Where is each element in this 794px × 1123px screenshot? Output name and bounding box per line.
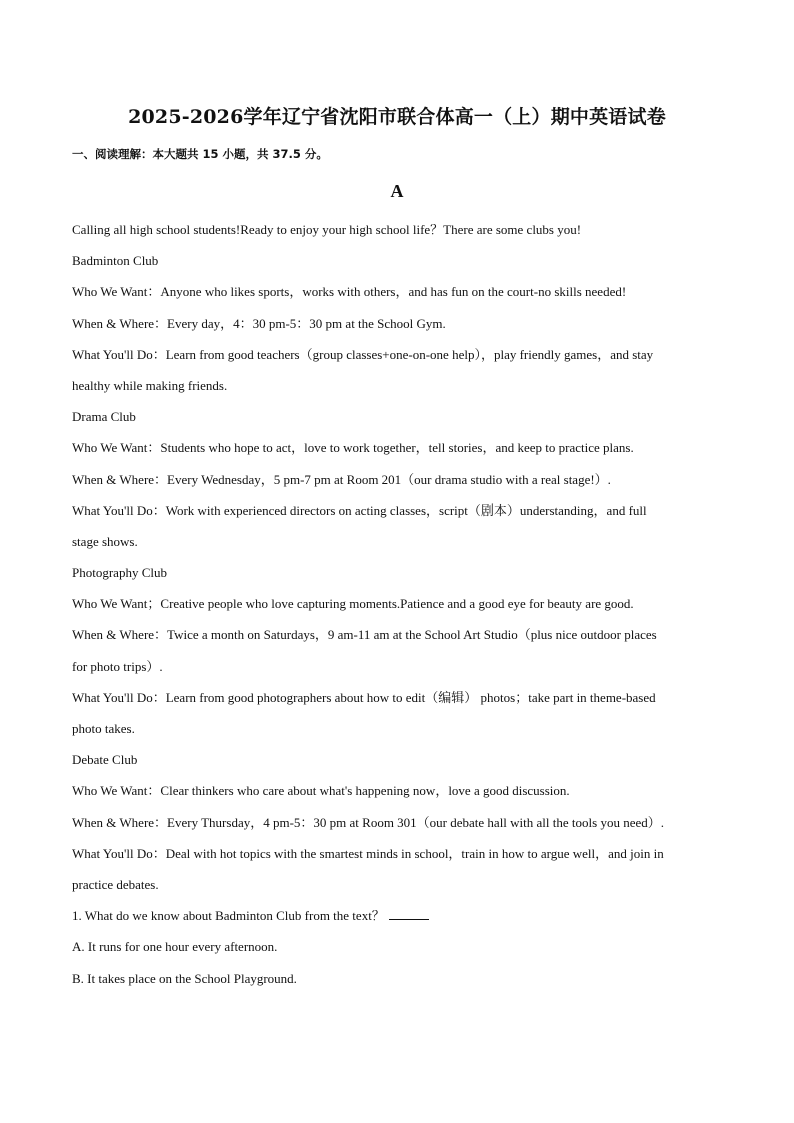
passage-line: What You'll Do：Learn from good teachers（group classes+one-on-one help），play friendly games，and stay: [72, 346, 654, 362]
passage-line: practice debates.: [72, 876, 159, 892]
passage-line: Who We Want；Creative people who love capturing moments.Patience and a good eye for beauty are good.: [72, 596, 634, 612]
answer-blank[interactable]: [389, 907, 429, 920]
question-line: [72, 900, 722, 931]
answer-option: B. It takes place on the School Playground.: [72, 970, 297, 986]
passage-label: A: [390, 181, 404, 201]
passage-line: for photo trips）.: [72, 658, 163, 674]
club-heading: Photography Club: [72, 565, 167, 581]
passage-line: Calling all high school students!Ready to enjoy your high school life？There are some clubs you!: [72, 222, 582, 237]
passage-line: What You'll Do：Learn from good photographers about how to edit（编辑） photos；take part in theme-based: [72, 689, 656, 705]
club-heading: Debate Club: [72, 752, 138, 768]
passage-line: What You'll Do：Deal with hot topics with the smartest minds in school，train in how to argue well，and join in: [72, 845, 664, 861]
question-text: 1. What do we know about Badminton Club from the text？: [72, 908, 385, 924]
passage-line: photo takes.: [72, 721, 135, 736]
passage-line: When & Where：Every Thursday，4 pm-5：30 pm at Room 301（our debate hall with all the tools you need）.: [72, 814, 664, 830]
passage-line: Who We Want：Clear thinkers who care about what's happening now，love a good discussion.: [72, 783, 570, 799]
answer-option: A. It runs for one hour every afternoon.: [72, 939, 278, 955]
club-heading: Drama Club: [72, 409, 136, 425]
passage-line: healthy while making friends.: [72, 377, 228, 393]
passage-line: What You'll Do：Work with experienced directors on acting classes，script（剧本）understanding，and full: [72, 502, 647, 518]
club-heading: Badminton Club: [72, 253, 159, 269]
passage-line: When & Where：Every day，4：30 pm-5：30 pm at the School Gym.: [72, 315, 446, 331]
passage-body: [72, 214, 722, 994]
passage-line: stage shows.: [72, 533, 138, 549]
passage-line: Who We Want：Anyone who likes sports，works with others，and has fun on the court-no skills needed!: [72, 284, 627, 300]
page-title: 2025-2026学年辽宁省沈阳市联合体高一（上）期中英语试卷: [128, 106, 666, 128]
passage-line: Who We Want：Students who hope to act，love to work together，tell stories，and keep to practice plans.: [72, 440, 634, 456]
section-heading: 一、阅读理解：本大题共 15 小题，共 37.5 分。: [72, 147, 328, 161]
passage-line: When & Where：Every Wednesday，5 pm-7 pm at Room 201（our drama studio with a real stage!）.: [72, 471, 611, 487]
passage-line: When & Where：Twice a month on Saturdays，9 am-11 am at the School Art Studio（plus nice outdoor places: [72, 627, 657, 643]
